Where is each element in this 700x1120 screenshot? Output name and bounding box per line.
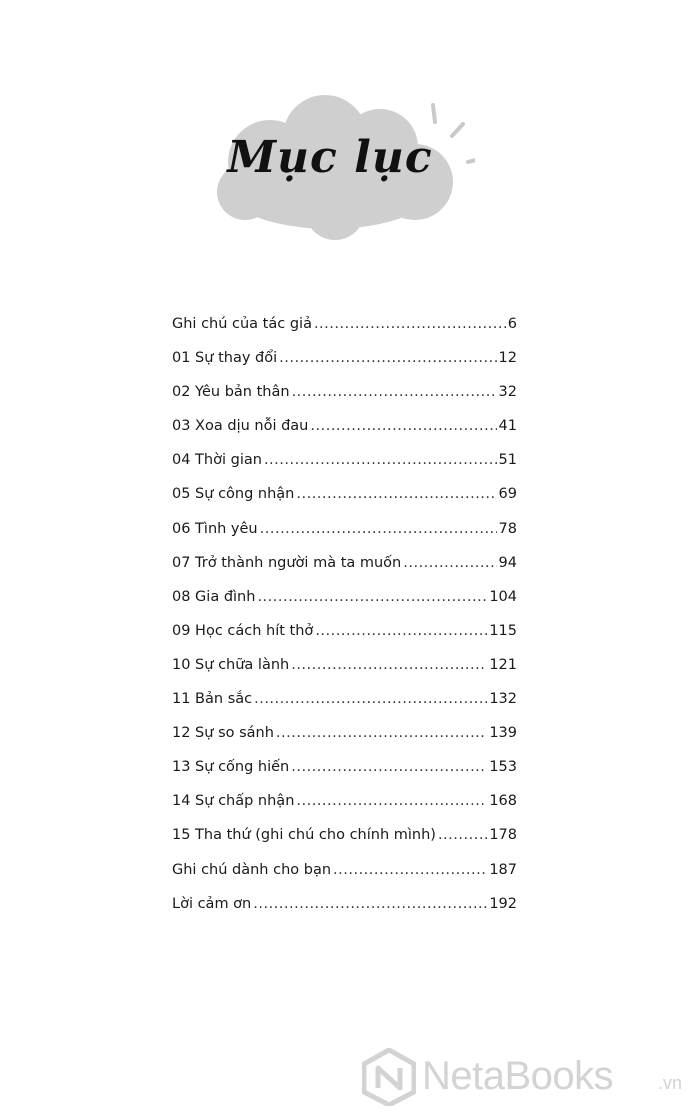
toc-entry-title: 10 Sự chữa lành [172, 656, 290, 673]
netabooks-logo-icon [362, 1048, 416, 1106]
toc-entry-title: Ghi chú dành cho bạn [172, 861, 332, 878]
toc-entry-page: 94 [498, 554, 517, 571]
toc-entry-page: 121 [489, 656, 517, 673]
toc-dot-leader [264, 450, 497, 470]
toc-dot-leader [315, 621, 487, 641]
toc-entry-title: Ghi chú của tác giả [172, 316, 312, 332]
toc-entry-page: 51 [498, 452, 517, 469]
watermark [362, 1040, 692, 1110]
toc-entry [172, 416, 517, 450]
toc-dot-leader [296, 484, 496, 504]
toc-entry-page: 153 [489, 759, 517, 776]
toc-entry-title: 07 Trở thành người mà ta muốn [172, 554, 402, 571]
toc-entry-title: 09 Học cách hít thở [172, 622, 314, 639]
toc-entry-title: 15 Tha thứ (ghi chú cho chính mình) [172, 827, 436, 844]
toc-entry-page: 104 [489, 588, 517, 605]
toc-entry-page: 69 [498, 486, 517, 503]
toc-dot-leader [291, 655, 487, 675]
toc-dot-leader [292, 382, 497, 402]
toc-entry-page: 168 [489, 793, 517, 810]
toc-entry [172, 621, 517, 655]
toc-entry-page: 78 [498, 520, 517, 537]
toc-dot-leader [257, 587, 487, 607]
toc-dot-leader [253, 894, 487, 914]
toc-entry-page: 139 [489, 725, 517, 742]
toc-entry [172, 689, 517, 723]
toc-entry-page: 132 [489, 691, 517, 708]
toc-entry [172, 553, 517, 587]
toc-entry-page: 192 [489, 895, 517, 912]
toc-dot-leader [279, 348, 496, 368]
toc-entry-title: 14 Sự chấp nhận [172, 793, 295, 810]
watermark-brand: NetaBooks [422, 1054, 614, 1098]
toc-dot-leader [403, 553, 496, 573]
toc-entry [172, 723, 517, 757]
toc-entry [172, 450, 517, 484]
toc-entry-title: 11 Bản sắc [172, 691, 253, 708]
toc-entry [172, 791, 517, 825]
toc-dot-leader [276, 723, 487, 743]
toc-entry [172, 484, 517, 518]
toc-entry-title: Lời cảm ơn [172, 895, 252, 912]
toc-entry-title: 13 Sự cống hiến [172, 759, 290, 776]
toc-entry [172, 825, 517, 859]
toc-dot-leader [333, 860, 487, 880]
toc-entry [172, 314, 517, 348]
page-title: Mục lục [227, 132, 433, 183]
toc-entry-page: 178 [489, 827, 517, 844]
watermark-suffix: .vn [658, 1073, 683, 1093]
toc-entry-title: 08 Gia đình [172, 588, 256, 605]
toc-entry [172, 655, 517, 689]
toc-dot-leader [314, 314, 506, 334]
toc-dot-leader [310, 416, 496, 436]
toc-entry [172, 519, 517, 553]
toc-entry [172, 894, 517, 928]
toc-entry-title: 06 Tình yêu [172, 520, 258, 537]
toc-entry [172, 757, 517, 791]
toc-entry [172, 860, 517, 894]
toc-dot-leader [296, 791, 487, 811]
toc-entry-page: 41 [498, 418, 517, 435]
toc-dot-leader [260, 519, 497, 539]
toc-entry [172, 382, 517, 416]
toc-dot-leader [438, 825, 487, 845]
title-cloud [215, 92, 475, 242]
table-of-contents [172, 314, 517, 928]
toc-entry [172, 348, 517, 382]
toc-entry-title: 01 Sự thay đổi [172, 350, 278, 367]
toc-entry-title: 02 Yêu bản thân [172, 384, 290, 401]
toc-dot-leader [291, 757, 487, 777]
toc-entry-title: 04 Thời gian [172, 452, 262, 469]
toc-entry-page: 115 [489, 622, 517, 639]
toc-entry [172, 587, 517, 621]
toc-entry-page: 32 [498, 384, 517, 401]
toc-entry-title: 12 Sự so sánh [172, 725, 274, 742]
toc-dot-leader [254, 689, 487, 709]
toc-entry-title: 03 Xoa dịu nỗi đau [172, 418, 309, 435]
toc-entry-title: 05 Sự công nhận [172, 486, 295, 503]
toc-entry-page: 187 [489, 861, 517, 878]
toc-entry-page: 6 [507, 316, 517, 332]
toc-entry-page: 12 [498, 350, 517, 367]
